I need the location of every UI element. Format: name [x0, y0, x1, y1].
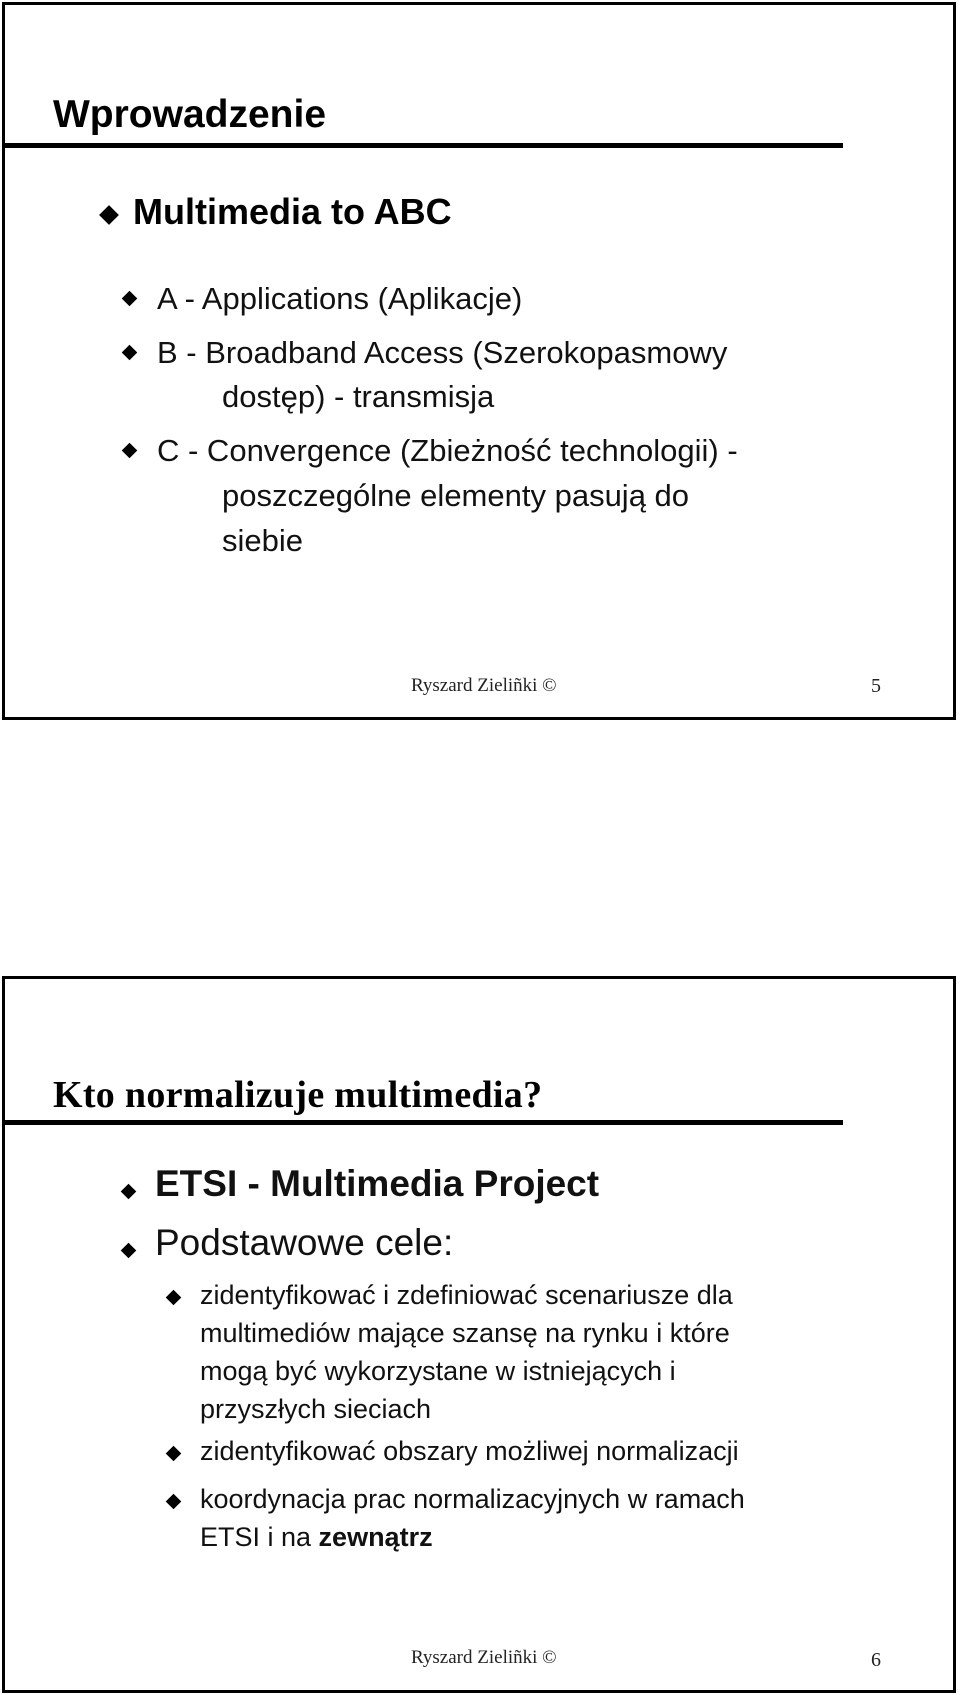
slide-2 [2, 976, 956, 1693]
main-bullet: Multimedia to ABC [133, 191, 452, 232]
title-underline [5, 143, 843, 148]
slide-title: Kto normalizuje multimedia? [53, 1074, 543, 1116]
goal-line: zidentyfikować i zdefiniować scenariusze dla [200, 1280, 733, 1310]
sub-bullet-line: B - Broadband Access (Szerokopasmowy [157, 335, 728, 370]
sub-bullet-line: A - Applications (Aplikacje) [157, 281, 523, 316]
diamond-bullet-icon [121, 1243, 137, 1259]
goal-line: mogą być wykorzystane w istniejących i [200, 1356, 676, 1386]
sub-bullet-line: C - Convergence (Zbieżność technologii) - [157, 433, 738, 468]
diamond-bullet-icon [122, 443, 138, 459]
bullet-etsi: ETSI - Multimedia Project [155, 1163, 600, 1204]
sub-bullet-line: siebie [222, 523, 303, 558]
slide-title: Wprowadzenie [53, 93, 327, 136]
diamond-bullet-icon [99, 205, 119, 225]
goal-line: przyszłych sieciach [200, 1394, 432, 1424]
sub-bullet-b [157, 331, 727, 419]
title-underline [5, 1120, 843, 1125]
sub-bullet-c [157, 428, 738, 563]
diamond-bullet-icon [166, 1494, 182, 1510]
goal-item-2 [200, 1432, 739, 1470]
diamond-bullet-icon [122, 291, 138, 307]
goal-line-prefix: ETSI i na [200, 1522, 319, 1552]
goal-line [200, 1518, 745, 1556]
slide-footer: Ryszard Zieliñki © [411, 675, 557, 696]
goal-item-3 [200, 1480, 745, 1556]
slide-1 [2, 2, 956, 720]
goal-item-1 [200, 1276, 733, 1428]
goal-line-bold-word: zewnątrz [318, 1522, 433, 1552]
diamond-bullet-icon [122, 345, 138, 361]
goal-line: koordynacja prac normalizacyjnych w ramach [200, 1484, 745, 1514]
goal-line: zidentyfikować obszary możliwej normalizacji [200, 1436, 739, 1466]
slide-footer: Ryszard Zieliñki © [411, 1647, 557, 1668]
sub-bullet-line: dostęp) - transmisja [222, 379, 495, 414]
page-number: 6 [871, 1649, 881, 1671]
page-number: 5 [871, 675, 881, 697]
goal-line: multimediów mające szansę na rynku i które [200, 1318, 730, 1348]
diamond-bullet-icon [121, 1184, 137, 1200]
sub-bullet-line: poszczególne elementy pasują do [222, 478, 690, 513]
diamond-bullet-icon [166, 1446, 182, 1462]
sub-bullet-a [157, 277, 522, 321]
diamond-bullet-icon [166, 1290, 182, 1306]
bullet-podstawowe-cele: Podstawowe cele: [155, 1222, 454, 1263]
